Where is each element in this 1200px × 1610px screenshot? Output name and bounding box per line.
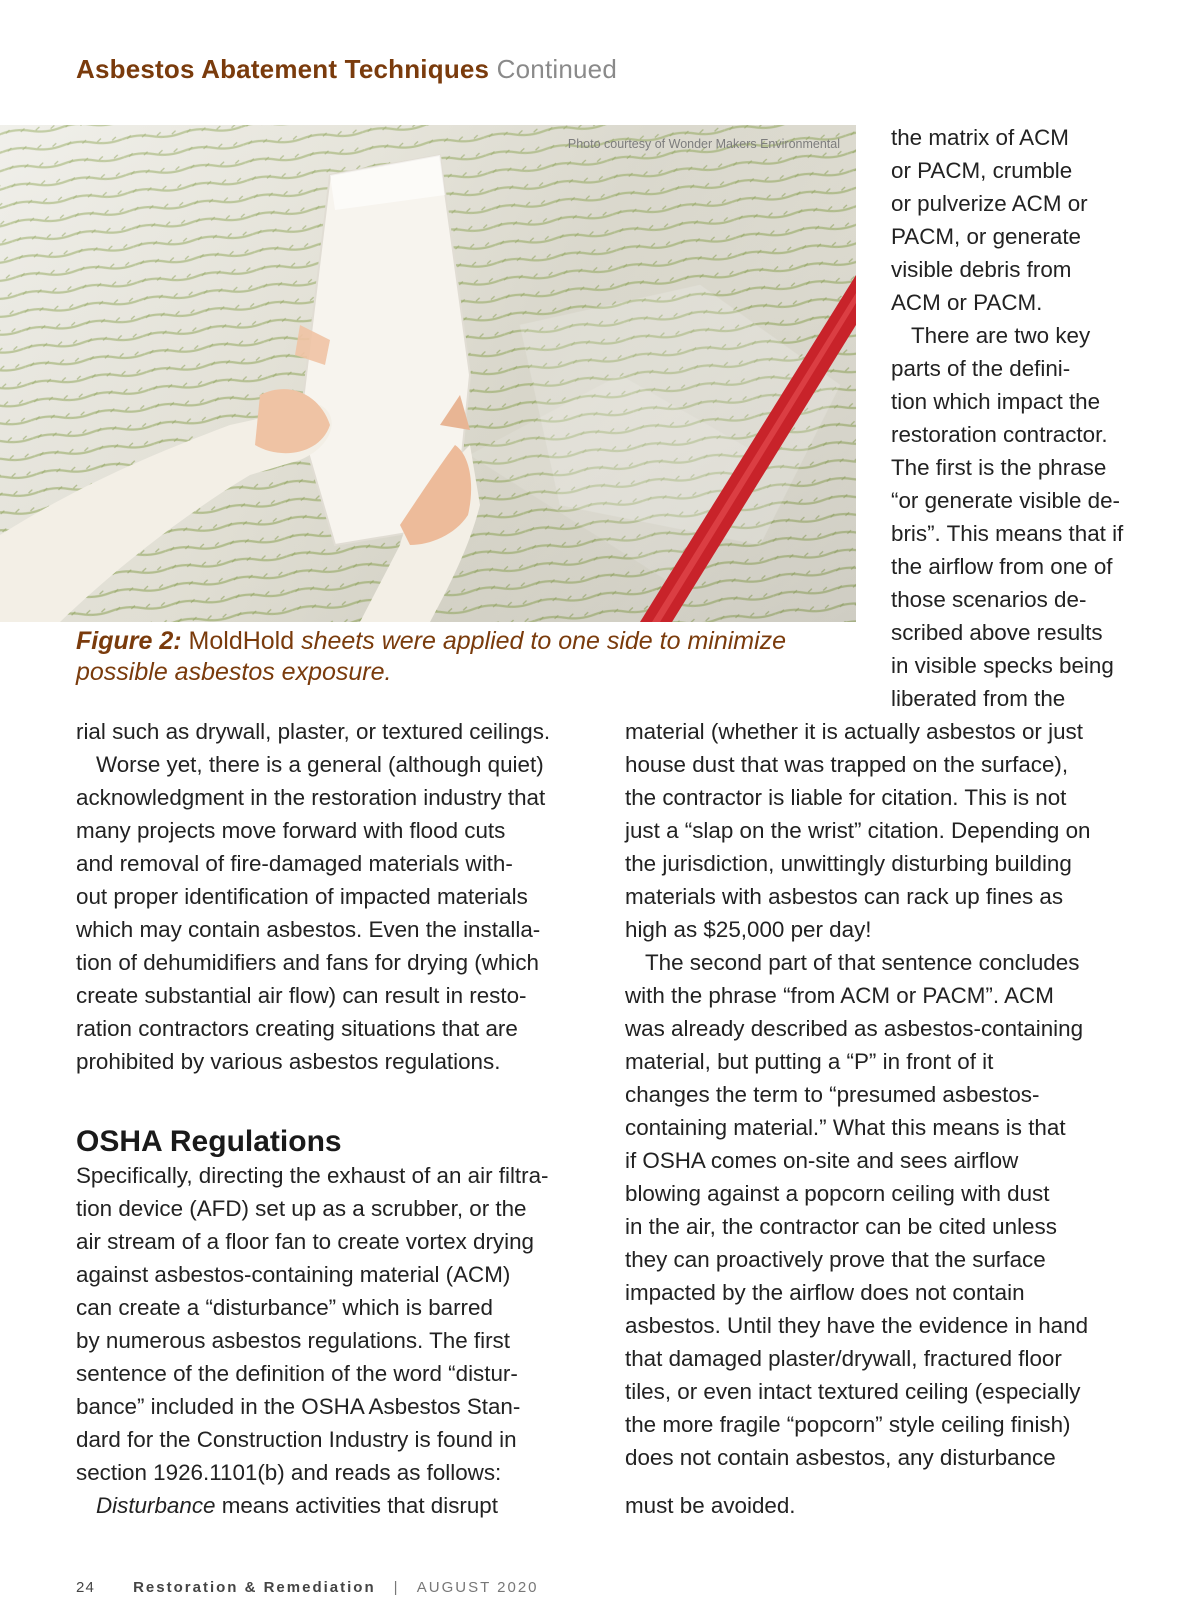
left-line: which may contain asbestos. Even the installa- xyxy=(76,917,541,942)
side-line: bris”. This means that if xyxy=(891,521,1124,546)
left-line: rial such as drywall, plaster, or textured ceilings. xyxy=(76,719,551,744)
right-line: high as $25,000 per day! xyxy=(625,917,872,942)
publication-name: Restoration & Remediation xyxy=(133,1579,376,1596)
caption-brand: MoldHold xyxy=(188,627,295,655)
right-line: The second part of that sentence concludes xyxy=(645,950,1080,975)
right-line: material, but putting a “P” in front of it xyxy=(625,1049,994,1074)
side-line: liberated from the xyxy=(891,686,1066,711)
right-line: containing material.” What this means is that xyxy=(625,1115,1066,1140)
left-line: tion device (AFD) set up as a scrubber, or the xyxy=(76,1196,527,1221)
right-line: changes the term to “presumed asbestos- xyxy=(625,1082,1040,1107)
left-line: sentence of the definition of the word “distur- xyxy=(76,1361,518,1386)
definition-text: means activities that disrupt xyxy=(215,1493,498,1518)
right-line: asbestos. Until they have the evidence in hand xyxy=(625,1313,1089,1338)
side-line: There are two key xyxy=(911,323,1091,348)
right-line: that damaged plaster/drywall, fractured floor xyxy=(625,1346,1062,1371)
side-line: ACM or PACM. xyxy=(891,290,1043,315)
left-line: and removal of fire-damaged materials with- xyxy=(76,851,513,876)
left-line: many projects move forward with flood cuts xyxy=(76,818,506,843)
left-line: acknowledgment in the restoration industry that xyxy=(76,785,546,810)
right-line: they can proactively prove that the surface xyxy=(625,1247,1046,1272)
side-line: PACM, or generate xyxy=(891,224,1081,249)
right-line: with the phrase “from ACM or PACM”. ACM xyxy=(625,983,1054,1008)
figure-caption xyxy=(76,626,796,688)
side-line: or PACM, crumble xyxy=(891,158,1073,183)
side-line: restoration contractor. xyxy=(891,422,1108,447)
section-header xyxy=(76,54,617,85)
right-line: blowing against a popcorn ceiling with dust xyxy=(625,1181,1050,1206)
side-line: the matrix of ACM xyxy=(891,125,1069,150)
left-line: Worse yet, there is a general (although quiet) xyxy=(96,752,544,777)
side-line: parts of the defini- xyxy=(891,356,1071,381)
side-line: in visible specks being xyxy=(891,653,1114,678)
page-number: 24 xyxy=(76,1579,96,1596)
right-line: tiles, or even intact textured ceiling (especially xyxy=(625,1379,1081,1404)
side-line: the airflow from one of xyxy=(891,554,1113,579)
photo-credit: Photo courtesy of Wonder Makers Environmental xyxy=(567,137,840,151)
footer-separator: | xyxy=(393,1579,399,1596)
right-line: does not contain asbestos, any disturbance xyxy=(625,1445,1056,1470)
side-line: tion which impact the xyxy=(891,389,1101,414)
right-line: in the air, the contractor can be cited unless xyxy=(625,1214,1057,1239)
figure-photo xyxy=(0,125,856,622)
left-line: Specifically, directing the exhaust of an air filtra- xyxy=(76,1163,549,1188)
left-line: dard for the Construction Industry is found in xyxy=(76,1427,517,1452)
side-line: visible debris from xyxy=(891,257,1072,282)
right-line: must be avoided. xyxy=(625,1493,796,1518)
right-line: impacted by the airflow does not contain xyxy=(625,1280,1025,1305)
right-line: the jurisdiction, unwittingly disturbing building xyxy=(625,851,1072,876)
right-line: material (whether it is actually asbestos or just xyxy=(625,719,1083,744)
right-line: house dust that was trapped on the surface), xyxy=(625,752,1069,777)
side-line: or pulverize ACM or xyxy=(891,191,1088,216)
section-title: Asbestos Abatement Techniques xyxy=(76,54,490,84)
left-line: air stream of a floor fan to create vortex drying xyxy=(76,1229,534,1254)
left-line: tion of dehumidifiers and fans for drying (which xyxy=(76,950,539,975)
right-line: was already described as asbestos-containing xyxy=(625,1016,1084,1041)
left-line: section 1926.1101(b) and reads as follows: xyxy=(76,1460,502,1485)
left-line: out proper identification of impacted materials xyxy=(76,884,528,909)
right-line: the contractor is liable for citation. This is not xyxy=(625,785,1067,810)
left-line: bance” included in the OSHA Asbestos Stan- xyxy=(76,1394,521,1419)
caption-text: sheets were applied to one side to minimize possible asbestos exposure. xyxy=(76,627,787,686)
page-footer xyxy=(76,1579,539,1596)
disturbance-term: Disturbance xyxy=(96,1493,216,1518)
figure-label: Figure 2: xyxy=(76,627,182,655)
side-line: “or generate visible de- xyxy=(891,488,1121,513)
left-line: by numerous asbestos regulations. The first xyxy=(76,1328,510,1353)
osha-regulations-heading: OSHA Regulations xyxy=(76,1125,342,1158)
side-line: The first is the phrase xyxy=(891,455,1107,480)
right-line: if OSHA comes on-site and sees airflow xyxy=(625,1148,1019,1173)
side-line: scribed above results xyxy=(891,620,1103,645)
right-line: the more fragile “popcorn” style ceiling finish) xyxy=(625,1412,1071,1437)
left-line: ration contractors creating situations that are xyxy=(76,1016,518,1041)
left-line: create substantial air flow) can result in resto- xyxy=(76,983,527,1008)
photo-illustration xyxy=(0,125,856,622)
left-line-definition xyxy=(76,1489,498,1523)
section-continued: Continued xyxy=(496,54,617,84)
left-line: against asbestos-containing material (ACM) xyxy=(76,1262,511,1287)
right-line: just a “slap on the wrist” citation. Depending on xyxy=(625,818,1091,843)
left-line: prohibited by various asbestos regulations. xyxy=(76,1049,501,1074)
issue-date: AUGUST 2020 xyxy=(416,1579,539,1596)
right-line: materials with asbestos can rack up fines as xyxy=(625,884,1064,909)
side-line: those scenarios de- xyxy=(891,587,1087,612)
left-line: can create a “disturbance” which is barred xyxy=(76,1295,493,1320)
